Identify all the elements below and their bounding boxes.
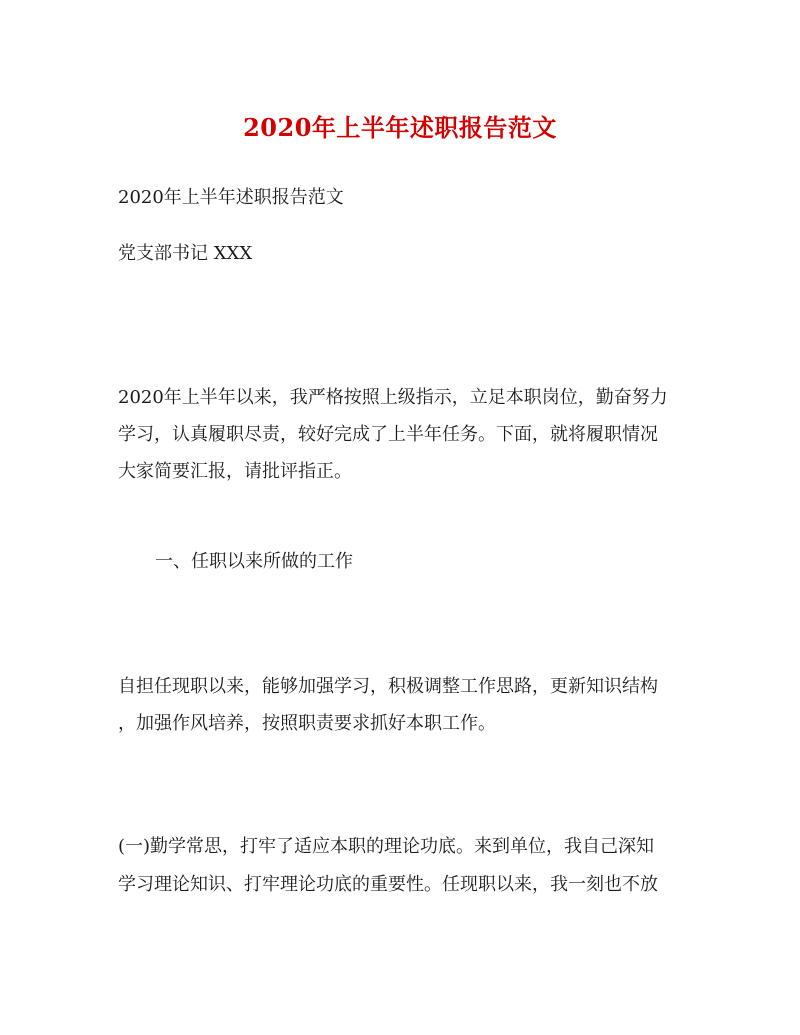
paragraph-3-line-1: (一)勤学常思，打牢了适应本职的理论功底。来到单位，我自己深知	[118, 836, 655, 857]
document-title: 2020年上半年述职报告范文	[243, 113, 557, 142]
paragraph-2-line-2: ，加强作风培养，按照职责要求抓好本职工作。	[118, 713, 496, 734]
paragraph-1-line-2: 学习，认真履职尽责，较好完成了上半年任务。下面，就将履职情况	[118, 424, 658, 445]
author-line: 党支部书记 XXX	[118, 243, 253, 264]
paragraph-1-line-3: 大家简要汇报，请批评指正。	[118, 461, 352, 482]
section-heading: 一、任职以来所做的工作	[155, 551, 353, 572]
document-subtitle: 2020年上半年述职报告范文	[118, 187, 344, 208]
paragraph-1-line-1: 2020年上半年以来，我严格按照上级指示，立足本职岗位，勤奋努力	[118, 387, 668, 408]
paragraph-2-line-1: 自担任现职以来，能够加强学习，积极调整工作思路，更新知识结构	[118, 676, 658, 697]
paragraph-3-line-2: 学习理论知识、打牢理论功底的重要性。任现职以来，我一刻也不放	[118, 874, 658, 895]
